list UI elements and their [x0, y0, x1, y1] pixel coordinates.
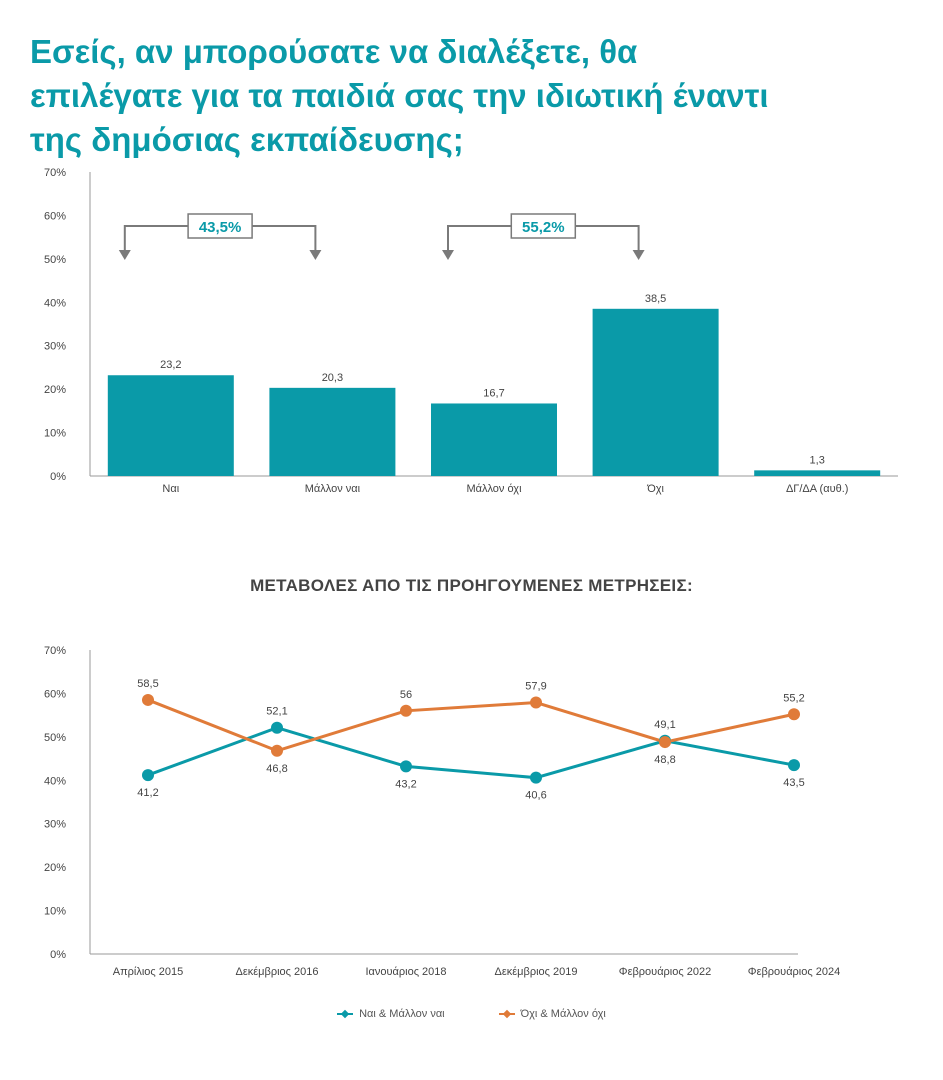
line-chart-legend [0, 1008, 943, 1020]
bracket-line [575, 226, 638, 252]
x-tick-label: Φεβρουάριος 2024 [747, 966, 841, 978]
bar-value-label: 1,3 [809, 454, 825, 467]
x-tick-label: Ναι [162, 483, 180, 495]
data-label: 46,8 [266, 762, 288, 775]
series-line [148, 700, 794, 751]
legend-item-series-2 [499, 1008, 606, 1020]
data-label: 49,1 [654, 718, 676, 731]
x-tick-label: ΔΓ/ΔΑ (αυθ.) [785, 483, 849, 495]
y-tick-label: 70% [43, 167, 66, 179]
y-tick-label: 20% [43, 862, 66, 875]
bracket-label: 43,5% [198, 219, 242, 236]
data-label: 40,6 [525, 789, 547, 802]
y-tick-label: 0% [50, 471, 66, 483]
data-point [142, 694, 154, 706]
bar-value-label: 20,3 [321, 371, 344, 384]
page-title [30, 30, 910, 162]
bracket-arrow [119, 250, 131, 260]
y-tick-label: 70% [43, 645, 66, 657]
bracket-line [252, 226, 315, 252]
title-line-1: Εσείς, αν μπορούσατε να διαλέξετε, θα [30, 33, 638, 70]
data-point [788, 708, 800, 720]
x-tick-label: Φεβρουάριος 2022 [618, 966, 712, 978]
y-tick-label: 40% [43, 297, 66, 310]
y-tick-label: 60% [43, 688, 66, 701]
x-tick-label: Μάλλον ναι [304, 483, 361, 495]
bar [269, 388, 395, 476]
data-label: 43,2 [395, 778, 417, 791]
bracket-arrow [442, 250, 454, 260]
legend-label-series-1: Ναι & Μάλλον ναι [359, 1008, 445, 1020]
data-point [530, 697, 542, 709]
x-tick-label: Μάλλον όχι [466, 483, 522, 495]
y-tick-label: 0% [50, 949, 66, 961]
bar-chart [0, 160, 943, 505]
y-tick-label: 40% [43, 775, 66, 788]
legend-item-series-1 [337, 1008, 445, 1020]
bar-value-label: 38,5 [644, 292, 667, 305]
bar-value-label: 23,2 [160, 359, 182, 372]
bracket-label: 55,2% [522, 219, 565, 236]
legend-swatch-teal [337, 1009, 353, 1019]
data-label: 57,9 [525, 680, 547, 693]
bracket-arrow [309, 250, 321, 260]
data-point [659, 736, 671, 748]
data-label: 56 [399, 688, 413, 701]
y-tick-label: 60% [43, 210, 66, 223]
data-point [271, 745, 283, 757]
data-label: 52,1 [266, 705, 288, 718]
y-tick-label: 30% [43, 340, 66, 353]
title-line-3: της δημόσιας εκπαίδευσης; [30, 121, 464, 158]
y-tick-label: 50% [43, 731, 66, 744]
legend-swatch-orange [499, 1009, 515, 1019]
bracket-line [448, 226, 511, 252]
data-label: 55,2 [783, 692, 805, 705]
data-label: 48,8 [654, 754, 676, 767]
data-point [530, 772, 542, 784]
line-chart-subtitle: ΜΕΤΑΒΟΛΕΣ ΑΠΟ ΤΙΣ ΠΡΟΗΓΟΥΜΕΝΕΣ ΜΕΤΡΗΣΕΙΣ: [250, 576, 693, 595]
data-point [400, 760, 412, 772]
bar [593, 309, 719, 476]
bar-value-label: 16,7 [483, 387, 505, 400]
legend-label-series-2: Όχι & Μάλλον όχι [520, 1008, 606, 1020]
bar [431, 403, 557, 476]
data-point [400, 705, 412, 717]
bracket-line [125, 226, 188, 252]
data-label: 43,5 [783, 777, 805, 790]
y-tick-label: 10% [43, 905, 66, 918]
y-tick-label: 20% [43, 384, 66, 397]
data-label: 58,5 [137, 677, 159, 690]
data-point [142, 769, 154, 781]
y-tick-label: 30% [43, 818, 66, 831]
bar [108, 375, 234, 476]
x-tick-label: Δεκέμβριος 2019 [494, 966, 578, 978]
title-line-2: επιλέγατε για τα παιδιά σας την ιδιωτική έναντι [30, 77, 769, 114]
bracket-arrow [633, 250, 645, 260]
bar [754, 470, 880, 476]
data-point [788, 759, 800, 771]
y-tick-label: 10% [43, 427, 66, 440]
x-tick-label: Όχι [647, 483, 664, 495]
y-tick-label: 50% [43, 253, 66, 266]
x-tick-label: Δεκέμβριος 2016 [235, 966, 319, 978]
line-chart [0, 630, 943, 990]
x-tick-label: Ιανουάριος 2018 [365, 966, 447, 978]
data-point [271, 722, 283, 734]
x-tick-label: Απρίλιος 2015 [112, 966, 184, 978]
data-label: 41,2 [137, 787, 159, 800]
